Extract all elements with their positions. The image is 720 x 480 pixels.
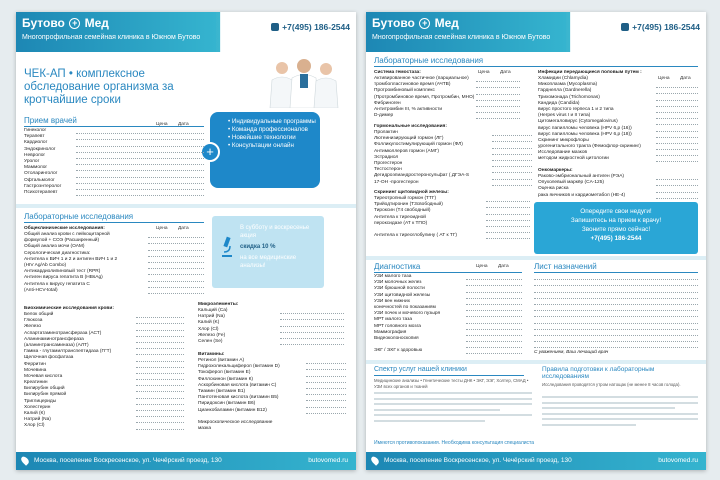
doctor-item: Гинеколог [24, 128, 47, 133]
phone-number: +7(495) 186-2544 [632, 22, 700, 32]
lab-item: вирус простого герпеса 1 и 2 типа [538, 106, 614, 112]
logo-right-text: Мед [434, 16, 459, 30]
clinic-subtitle: Многопрофильная семейная клиника в Южном Бутово [22, 34, 201, 41]
diagnostics-section-title: Диагностика [374, 262, 421, 271]
weekend-promo-box [212, 216, 324, 288]
checkup-title: ЧЕК-АП • комплексное обследование организма за кротчайшие сроки [24, 68, 174, 106]
promo-line2: на все медицинские анализы! [240, 255, 297, 269]
date-column-header: Дата [498, 264, 509, 269]
micro-heading: Микроэлементы: [198, 302, 239, 307]
lab-item: Цитомегаловирус (Cytomegalovirus) [538, 119, 618, 125]
location-pin-icon [370, 455, 381, 466]
lab-item: Антитромбин III, % активности [374, 106, 443, 112]
lab-item: Тестостерон [374, 167, 402, 173]
micro-list [198, 308, 228, 345]
diagnostic-item: УЗИ щитовидной железы [374, 292, 431, 298]
clinic-logo[interactable] [22, 16, 109, 30]
date-column-header: Дата [178, 122, 189, 127]
lab-item: Филлохинон (витамин К) [198, 376, 253, 382]
lab-item: Серологическая диагностика: [24, 250, 91, 256]
vitamins-form-lines[interactable] [306, 358, 346, 414]
website-link[interactable]: butovomed.ru [308, 457, 348, 464]
lab-item: Антитела к тиреоидной [374, 214, 426, 220]
doctor-item: Отоларинголог [24, 171, 58, 177]
lab-item: Пролактин [374, 130, 398, 135]
lab-item: Глюкоза [24, 318, 43, 324]
bio-tests-heading: Биохимические исследования крови: [24, 306, 114, 311]
doctor-item: Гастроэнтеролог [24, 183, 62, 189]
footer-bar [366, 452, 706, 470]
diagnostic-item: УЗИ вен нижних [374, 298, 411, 304]
lab-item: Калий (К) [24, 411, 45, 416]
doctor-item: Офтальмолог [24, 177, 55, 183]
lab-item: Тиамин (витамин B1) [198, 388, 246, 394]
doctor-item: Уролог [24, 158, 40, 164]
lab-item: Лютеинизирующий гормон (ЛГ) [374, 136, 444, 142]
lab-item: Пантотеновая кислота (витамин B5) [198, 395, 279, 401]
date-column-header: Дата [680, 76, 691, 81]
lab-item: (аланинтрансаминаза) (АЛТ) [24, 342, 89, 348]
lab-item: Общий анализ крови с лейкоцитарной [24, 232, 110, 237]
lab-item: Цианкобаламин (витамин B12) [198, 407, 267, 413]
lab-item: Селен (Se) [198, 338, 223, 344]
lab-item: Гамма - глутамилтранспептидаза (ГГТ) [24, 349, 112, 355]
diagnostic-item: УЗИ брюшной полости [374, 286, 425, 292]
diagnostic-item: Маммография [374, 329, 407, 335]
thyroid-form-lines[interactable] [486, 196, 530, 239]
footer-bar [16, 452, 356, 470]
lab-item: Исследование мазков [538, 150, 588, 156]
clinic-address: Москва, поселение Воскресенское, ул. Чечёрский проезд, 130 [384, 457, 572, 464]
lab-item: Антитела к ВИЧ 1 и 2 и антиген ВИЧ 1 и 2 [24, 256, 118, 262]
cta-line2: Запишитесь на прием к врачу! [570, 217, 662, 224]
logo-left-text: Бутово [372, 16, 415, 30]
logo-left-text: Бутово [22, 16, 65, 30]
diagnostic-item: МРТ головного мозга [374, 323, 421, 329]
labs-section-title: Лабораторные исследования [24, 212, 134, 221]
lab-item: методом жидкостной цитологии [538, 156, 609, 162]
phone-number: +7(495) 186-2544 [282, 22, 350, 32]
lab-item: рака яичников и кардиометабол (HE-4) [538, 192, 626, 198]
call-to-action-banner[interactable] [534, 202, 698, 254]
lab-item: (Herpes virus I и II типа) [538, 113, 591, 119]
doctors-section-title: Прием врачей [24, 116, 77, 125]
header-bar [16, 12, 356, 52]
general-tests-list [24, 232, 117, 294]
lab-item: Белок общий [24, 312, 54, 317]
doctor-item: Терапевт [24, 134, 45, 140]
brochure-page-right [366, 12, 706, 470]
lab-item: Натрий (Na) [24, 417, 51, 423]
clinic-subtitle: Многопрофильная семейная клиника в Южном Бутово [372, 34, 551, 41]
lab-item: Скрининг микрофлоры [538, 137, 589, 143]
feature-item: • Новейшие технологии [228, 134, 296, 141]
infections-list [538, 76, 641, 163]
lab-item: Трийодтиронин (Т3свободный) [374, 202, 443, 208]
lab-item: Антиген вируса гепатита В (HBsAg) [24, 275, 103, 281]
phone-icon [621, 23, 629, 31]
lab-item: Железо [24, 324, 42, 330]
microscope-icon [220, 236, 234, 258]
diagnostic-item: Видеоколоноскопия [374, 335, 419, 341]
lab-item: Мочевина [24, 367, 47, 373]
doctor-item: Эндокринолог [24, 146, 56, 152]
lab-item: Ретинол (витамин А) [198, 358, 245, 363]
diagnostics-form-lines[interactable] [466, 274, 522, 354]
diagnostic-item: УЗИ молочных желез [374, 280, 422, 286]
thyroid-list [374, 196, 457, 239]
lab-item: Хламидии (Chlamydia) [538, 76, 588, 81]
section-underline [374, 272, 522, 273]
infections-heading: Инфекции передающиеся половым путем : [538, 70, 642, 75]
lab-item: Хлор (Cl) [24, 423, 45, 429]
lab-item: вирус папилломы человека (HPV 6,р (18)) [538, 131, 632, 137]
lab-item: (HIV Ag/Ab Combo) [24, 262, 67, 268]
features-box [206, 112, 320, 188]
section-underline [24, 126, 204, 127]
lab-item: Фибриноген [374, 100, 401, 106]
hemostasis-heading: Система гемостаза: [374, 70, 421, 75]
diagnostic-item: УЗИ почек и мочевого пузыря [374, 311, 441, 317]
general-tests-heading: Общеклинические исследования: [24, 226, 105, 231]
lab-item: Железо (Fe) [198, 332, 226, 338]
section-underline [374, 375, 524, 376]
appointments-form-lines[interactable] [534, 274, 698, 348]
lab-item: Натрий (Na) [198, 314, 225, 320]
date-column-header: Дата [178, 226, 189, 231]
lab-item: Дегидроэпиандростеронсульфат ( ДГЭА-S [374, 173, 470, 179]
lab-item: Тиреотропный гормон (ТТГ) [374, 196, 437, 201]
lab-item: Триглицериды [24, 398, 57, 404]
lab-item: Фолликулостимулирующий гормон (ФЛ) [374, 142, 463, 148]
lab-item: Токоферол (витамин Е) [198, 370, 251, 376]
cta-line3: Звоните прямо сейчас! [581, 226, 651, 233]
lab-item: Антимюллеров гормон (АМГ) [374, 148, 439, 154]
logo-right-text: Мед [84, 16, 109, 30]
diagnostic-item: конечностей по показаниям [374, 304, 436, 310]
section-underline [24, 222, 204, 223]
lab-item: D-димер [374, 113, 394, 119]
lab-item: Протромбиновый комплекс [374, 88, 435, 94]
lab-item: Мочевая кислота [24, 373, 63, 379]
cta-line1: Опередите свои недуги! [580, 208, 652, 215]
lab-item: (Anti-HCV-total) [24, 287, 58, 293]
infections-form-lines[interactable] [656, 82, 698, 162]
date-column-header: Дата [500, 70, 511, 75]
lab-item: Щелочная фосфатаза [24, 355, 74, 361]
header-phone[interactable] [271, 22, 350, 32]
phone-icon [271, 23, 279, 31]
lab-item: Антикардиолипиновый тест (RPR) [24, 269, 101, 275]
section-underline [534, 272, 698, 273]
feature-item: • Консультации онлайн [228, 142, 294, 149]
micro-form-lines[interactable] [280, 308, 344, 345]
lab-item: тромбопластиновое время (АЧТВ) [374, 82, 451, 88]
lab-item: Хлор (Cl) [198, 326, 219, 332]
brochure-page-left [16, 12, 356, 470]
lab-item: Аланинаминотрансфераза [24, 336, 84, 342]
doctor-item: Психотерапевт [24, 189, 58, 195]
hormones-form-lines[interactable] [492, 130, 532, 186]
thyroid-heading: Скрининг щитовидной железы: [374, 190, 449, 195]
price-column-header: Цена [658, 76, 670, 81]
price-column-header: Цена [476, 264, 488, 269]
lab-item: Кальций (Ca) [198, 308, 228, 313]
lab-item: Аспартатаминотрансфераза (АСТ) [24, 330, 102, 336]
doctor-signature-note: С уважением, Ваш лечащий врач [534, 350, 609, 355]
section-divider [366, 360, 706, 364]
lab-item: Антитела к тиреоглобулину ( АТ к ТГ) [374, 233, 458, 239]
medical-cross-icon: + [69, 18, 80, 29]
rules-filler-lines [542, 396, 698, 430]
bio-form-lines[interactable] [136, 312, 184, 430]
lab-item: Эстрадиол [374, 154, 399, 160]
lab-item: Активированное частичное (парциальное) [374, 76, 469, 81]
services-filler-lines [374, 392, 532, 426]
section-underline [374, 66, 698, 67]
promo-line1: В субботу и воскресенье акция [240, 225, 310, 239]
lab-item: Микоплазма (Mycoplasma) [538, 82, 598, 88]
doctors-list [24, 128, 61, 196]
lab-item: 17-ОН -прогестерон [374, 179, 419, 185]
diagnostic-item: МРТ малого таза [374, 317, 412, 323]
lab-item: Оценка риска [538, 186, 569, 192]
diagnostic-item: УЗИ малого таза [374, 274, 412, 279]
lab-item: (Протромбиновое время, Протромбин, МНО) [374, 94, 475, 100]
lab-item: Прогестерон [374, 160, 403, 166]
doctor-item: Маммолог [24, 165, 48, 171]
lab-item: урогенитального тракта (Фемофлор-скрининг) [538, 144, 641, 150]
doctors-illustration [262, 56, 346, 108]
lab-item: Антитела к вирусу гепатита С [24, 281, 90, 287]
clinic-logo[interactable] [372, 16, 459, 30]
vitamins-list [198, 358, 280, 414]
doctors-photo [262, 56, 346, 108]
medical-cross-icon: + [419, 18, 430, 29]
feature-item: • Индивидуальные программы [228, 118, 316, 125]
price-column-header: Цена [156, 122, 168, 127]
bio-tests-list [24, 312, 111, 430]
lab-item: Аскорбиновая кислота (витамин С) [198, 382, 277, 388]
lab-item: Гидрохолекальциферол (витамин D) [198, 364, 280, 370]
diagnostic-item: ЭКГ / ЭХГ к здоровью [374, 348, 423, 354]
promo-discount: скидка 10 % [240, 244, 276, 250]
lab-item: Кандида (Candida) [538, 100, 580, 106]
doctor-item: Кардиолог [24, 140, 48, 146]
doctors-form-lines[interactable] [76, 128, 204, 196]
clinic-address: Москва, поселение Воскресенское, ул. Чечёрский проезд, 130 [34, 457, 222, 464]
lab-item: Гарднелла (Gardnerella) [538, 88, 592, 94]
lab-item: вирус папилломы человека (HPV 6,р (16)) [538, 125, 632, 131]
services-section-title: Спектр услуг нашей клиники [374, 366, 467, 373]
cta-phone[interactable]: +7(495) 186-2544 [590, 235, 642, 242]
hormones-heading: Гормональные исследования: [374, 124, 447, 129]
price-column-header: Цена [478, 70, 490, 75]
services-text: Медицинские анализы • Генетические тесты ДНК • ЭКГ, ЭЭГ, Холтер, СМАД • УЗИ всех органов и тканей [374, 378, 529, 389]
hormones-list [374, 130, 469, 186]
location-pin-icon [20, 455, 31, 466]
lab-item: Трихомонада (Trichomonas) [538, 94, 600, 100]
diagnostics-list [374, 274, 440, 354]
general-form-lines[interactable] [148, 232, 204, 294]
prep-rules-title: Правила подготовки к лабораторным исследованиям [542, 366, 655, 380]
section-divider [366, 256, 706, 260]
doctor-item: Невролог [24, 152, 46, 158]
section-divider [16, 204, 356, 208]
lab-item: Ферритин [24, 361, 46, 367]
prep-rules-text: Исследования проводятся утром натощак (не менее 8 часов голода). [542, 382, 681, 387]
smear-test-item: Микроскопическое исследование мазка [198, 420, 273, 432]
website-link[interactable]: butovomed.ru [658, 457, 698, 464]
hemostasis-form-lines[interactable] [476, 76, 520, 119]
contraindications-note: Имеются противопоказания. Необходима консультация специалиста [374, 440, 535, 446]
lab-item: Калий (K) [198, 320, 220, 326]
header-bar [366, 12, 706, 52]
oncomarkers-form-lines[interactable] [656, 174, 698, 199]
hemostasis-list [374, 76, 474, 119]
lab-item: Креатинин [24, 380, 48, 386]
lab-item: Общий анализ мочи (ОАМ) [24, 244, 85, 250]
plus-circle-icon: + [200, 142, 220, 162]
oncomarkers-list [538, 174, 625, 199]
labs-section-title: Лабораторные исследования [374, 56, 484, 65]
price-column-header: Цена [156, 226, 168, 231]
lab-item: пероксидазе (АТ к ТПО) [374, 220, 428, 226]
vitamins-heading: Витамины: [198, 352, 225, 357]
lab-item: формулой + СОЭ (Расширенный) [24, 238, 100, 244]
lab-item: Опухолевый маркёр (CA-125) [538, 180, 604, 186]
lab-item: Холестерин [24, 404, 51, 410]
lab-item: Тироксин (Т4 свободный) [374, 208, 431, 214]
lab-item: Билирубин общий [24, 386, 65, 392]
oncomarkers-heading: Онкомаркеры: [538, 168, 573, 173]
lab-item: Раково-эмбриональный антиген (РЭА) [538, 174, 624, 179]
appointments-section-title: Лист назначений [534, 262, 597, 271]
feature-item: • Команда профессионалов [228, 126, 308, 133]
header-phone[interactable] [621, 22, 700, 32]
lab-item: Билирубин прямой [24, 392, 67, 398]
lab-item: Пиридоксин (витамин B6) [198, 401, 256, 407]
